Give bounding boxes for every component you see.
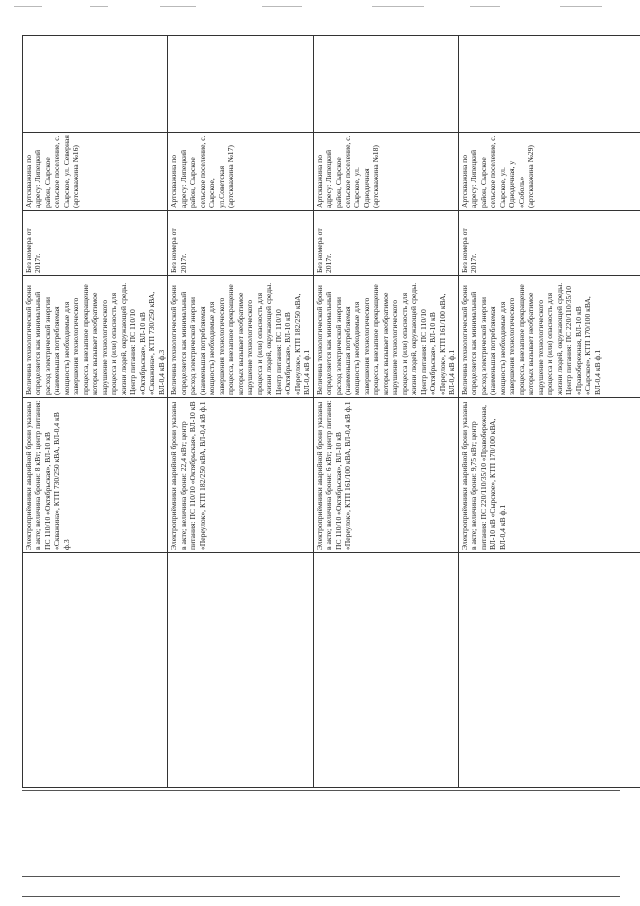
table-row [458,36,640,788]
divider-line [22,896,620,897]
blank-cell [458,36,640,133]
blank-cell [168,36,313,133]
table-row [168,36,313,788]
blank-cell [313,553,458,788]
divider-line [22,876,620,877]
number-cell: Без номера от 2017г. [313,211,458,276]
number-cell: Без номера от 2017г. [23,211,168,276]
table-row [23,36,168,788]
number-cell: Без номера от 2017г. [458,211,640,276]
blank-cell [23,36,168,133]
blank-cell [23,553,168,788]
blank-cell [458,553,640,788]
emergency-cell: Электроприёмники аварийной брони указаны в акте; величина брони: 6 кВт; центр питания: ПС 110/10 «Октябрьская», ВЛ-10 кВ «Переулок», КТП 161/100 кВА, ВЛ-0,4 кВ ф.1 [313,398,458,553]
address-cell: Артскважина по адресу: Липецкий район, Сырское сельское поселение, с. Сырское, ул. Однодичная (артскважина №18) [313,133,458,211]
description-cell: Величина технологической брони определяется как минимальный расход электрической энергии (наименьшая потребляемая мощность) необходимые для завершения технологического процесса, внезапное прекращение которых вызывает необратимое нарушение технологического процесса и (или) опасность для жизни людей, окружающей среды. Центр питания: ПС 110/10 «Октябрьская», ВЛ-10 кВ «Переулок», КТП 161/100 кВА, ВЛ-0,4 кВ ф.1 [313,276,458,398]
blank-cell [313,36,458,133]
scan-edge-marks [0,0,640,12]
reservation-table [22,35,640,788]
emergency-cell: Электроприёмники аварийной брони указаны в акте; величина брони: 9,75 кВт; центр питания: ПС 220/110/35/10 «Правобережная, ВЛ-10 кВ «Сырское», КТП 170/100 кВА, ВЛ-0,4 кВ ф.1 [458,398,640,553]
description-cell: Величина технологической брони определяется как минимальный расход электрической энергии (наименьшая потребляемая мощность) необходимые для завершения технологического процесса, внезапное прекращение которых вызывает необратимое нарушение технологического процесса и (или) опасность для жизни людей, окружающей среды. Центр питания: ПС 220/110/35/10 «Правобережная, ВЛ-10 кВ «Сырское», КТП 170/100 кВА, ВЛ-0,4 кВ ф.1 [458,276,640,398]
number-cell: Без номера от 2017г. [168,211,313,276]
table-row [313,36,458,788]
description-cell: Величина технологической брони определяется как минимальный расход электрической энергии (наименьшая потребляемая мощность) необходимые для завершения технологического процесса, внезапное прекращение которых вызывает необратимое нарушение технологического процесса и (или) опасность для жизни людей, окружающей среды. Центр питания: ПС 110/10 «Октябрьская», ВЛ-10 кВ «Скважина», КТП 730/250 кВА, ВЛ-0,4 кВ ф.3 [23,276,168,398]
emergency-cell: Электроприёмники аварийной брони указаны в акте; величина брони: 22,4 кВт; центр питания: ПС 110/10 «Октябрьская», ВЛ-10 кВ «Переулок», КТП 182/250 кВА, ВЛ-0,4 кВ ф.1 [168,398,313,553]
address-cell: Артскважина по адресу: Липецкий район, Сырское сельское поселение, с. Сырское, ул. Северная (артскважина №16) [23,133,168,211]
divider-line [22,790,620,791]
emergency-cell: Электроприёмники аварийной брони указаны в акте; величина брони: 8 кВт; центр питания: ПС 110/10 «Октябрьская», ВЛ-10 кВ «Скважина», КТП 730/250 кВА, ВЛ-0,4 кВ ф.3 [23,398,168,553]
address-cell: Артскважина по адресу: Липецкий район, Сырское сельское поселение, с. Сырское, ул. Однодичная, у «Соболь» (артскважина №29) [458,133,640,211]
rotated-table-wrapper [22,36,622,788]
description-cell: Величина технологической брони определяется как минимальный расход электрической энергии (наименьшая потребляемая мощность) необходимые для завершения технологического процесса, внезапное прекращение которых вызывает необратимое нарушение технологического процесса и (или) опасность для жизни людей, окружающей среды. Центр питания: ПС 110/10 «Октябрьская», ВЛ-10 кВ «Переулок», КТП 182/250 кВА, ВЛ-0,4 кВ ф.1 [168,276,313,398]
address-cell: Артскважина по адресу: Липецкий район, Сырское сельское поселение, с. Сырское, ул.Советская (артскважина №17) [168,133,313,211]
blank-cell [168,553,313,788]
